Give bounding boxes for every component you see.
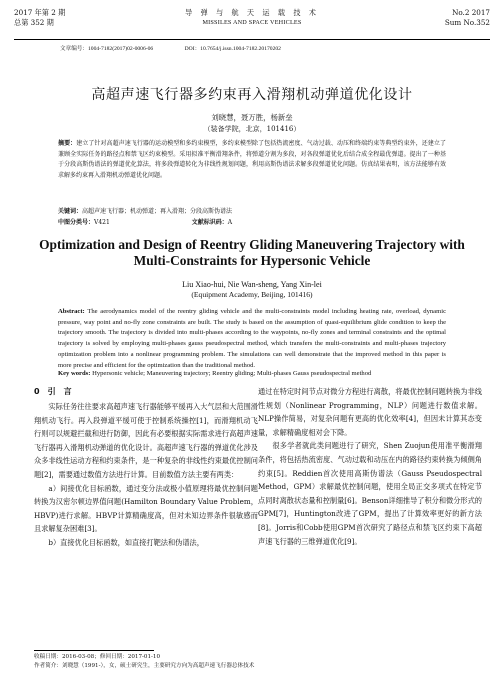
authors-cn: 刘晓慧，聂万胜，杨新垒: [211, 113, 293, 122]
body-list-item: a）间接优化目标函数，通过变分法或极小值原理将最优控制问题转换为汉密尔顿边界值问题(Hamilton Boundary Value Problem，HBVP)进行求解。HBVP计算精确度高，但对未知边界条件很敏感而且求解复杂困难[3]。: [34, 483, 258, 534]
keywords-label-en: Key words:: [58, 370, 91, 377]
article-number: 文章编号：1004-7182(2017)02-0006-06: [60, 46, 154, 52]
header-center: [14, 8, 490, 28]
document-code-label: 文献标识码：: [191, 219, 228, 226]
keywords-text-cn: 高超声速飞行器；机动弹道；再入滑翔；分段高斯伪谱法: [82, 208, 233, 215]
clc-label: 中图分类号：: [58, 219, 95, 226]
footnote-dates: 收稿日期：2016-03-08；修回日期：2017-01-10: [34, 654, 161, 660]
authors-en: Liu Xiao-hui, Nie Wan-sheng, Yang Xin-lei: [182, 280, 322, 289]
keywords-label-cn: 关键词：: [58, 208, 83, 215]
clc-value: V421: [94, 219, 110, 226]
abstract-cn: [58, 139, 446, 181]
journal-header: [14, 8, 490, 40]
document-code: [192, 219, 272, 226]
total-issue-number-en: Sum No.352: [444, 18, 490, 27]
abstract-text-en: The aerodynamics model of the reentry gliding vehicle and the multi-constraints model including heating rate, overload, dynamic pressure, way point and no-fly zone constraints are built. The study is based on the assumption of quasi-equilibrium glide condition to keep the trajectory smooth. The trajectory is divided into multi-phases according to the waypoints, no-fly zones and terminal constraints and the optimal trajectory is solved by employing multi-phases gauss pseudospectral method, which transfers the multi-constraints and multi-phases trajectory optimization problem into a nonlinear programming problem. The simulations can well demonstrate that the improved method in this paper is more precise and efficient for the optimization than the traditional method.: [58, 308, 446, 369]
total-issue-number: 总第 352 期: [14, 18, 54, 27]
affiliation-en: (Equipment Academy, Beijing, 101416): [191, 290, 313, 299]
keywords-en: [58, 369, 446, 379]
issue-number: 2017 年第 2 期: [14, 8, 66, 17]
body-paragraph: 实际任务往往要求高超声速飞行器能够平缓再入大气层和大范围滑翔机动飞行。再入段弹道平缓可使于控制系统操控[1]，而滑翔机动飞行则可以规避拦截和进行防御，因此有必要根据实际需求进行高超声速飞行器再入滑翔机动弹道的优化设计。高超声速飞行器的弹道优化涉及众多非线性运动方程和约束条件，是一种复杂的非线性约束最优控制问题[2]，需要通过数值方法进行计算。目前数值方法主要有两类：: [34, 402, 258, 479]
document-code-value: A: [227, 219, 233, 226]
abstract-text-cn: 建立了针对高超声速飞行器的运动模型和多约束模型，多约束模型除了包括热流密度、气动过载、动压和终端约束等典型约束外，还建立了兼顾全实际任务的路径点和禁飞区约束模型。采用拟准平衡滑翔条件，将弹道分割为多段，对各段弹道优化后结合成全程最优弹道。提出了一种基于分段高斯伪谱法的弹道优化算法，将多段弹道转化为非线性规划问题，利用高斯伪谱法求解多段弹道优化问题。仿真结果表明，该方法能够有效求解多约束再入滑翔机动弹道优化问题。: [58, 140, 446, 179]
paper-title-en-line1: Optimization and Design of Reentry Gliding Maneuvering Trajectory with: [39, 237, 465, 252]
abstract-label-en: Abstract:: [58, 308, 85, 315]
footnote-author: 作者简介：刘晓慧（1991-），女，硕士研究生，主要研究方向为高超声速飞行器总体技术: [34, 663, 255, 669]
body-paragraph: 很多学者就此类问题进行了研究，Shen Zuojun使用准平衡滑翔条件，将包括热流密度、气动过载和动压在内的路径约束转换为倾侧角约束[5]。Reddien首次使用高斯伪谱法（Gauss Pseudospectral Method，GPM）求解最优控制问题，使用全局正交多项式在特定节点同时离散状态量和控制量[6]。Benson详细推导了积分和微分形式的GPM[7]，Huntington改进了GPM，提出了计算效率更好的新方法[8]。Jorris和Cobb使用GPM首次研究了路径点和禁飞区约束下高超声速飞行器的三维弹道优化[9]。: [258, 441, 482, 546]
body-list-item: b）直接优化目标函数，如直接打靶法和伪谱法，: [48, 537, 204, 547]
header-right: [445, 8, 490, 28]
keywords-text-en: Hypersonic vehicle; Maneuvering trajectory; Reentry gliding; Multi-phases Gauss pseudospectral method: [92, 370, 372, 377]
issue-number-en: No.2 2017: [452, 8, 490, 17]
paper-title-cn: 高超声速飞行器多约束再入滑翔机动弹道优化设计: [91, 87, 413, 103]
article-meta: [60, 44, 311, 52]
keywords-cn: [58, 207, 446, 217]
paper-title-en-line2: Multi-Constraints for Hypersonic Vehicle: [133, 253, 371, 268]
body-paragraph: 通过在特定时间节点对微分方程进行离散，将最优控制问题转换为非线性规划（Nonlinear Programming，NLP）问题进行数值求解。NLP操作简易，对复杂问题有更高的优化效率[4]，但因未计算其态变量，求解精确度相对会下降。: [258, 387, 482, 437]
abstract-label-cn: 摘要：: [58, 140, 77, 147]
section-heading: 0 引 言: [34, 387, 72, 396]
journal-name-en: MISSILES AND SPACE VEHICLES: [202, 19, 302, 26]
doi: DOI：10.7654/j.issn.1004-7182.20170202: [184, 46, 281, 52]
paper-title-en: [0, 237, 504, 269]
classification-cn: [58, 218, 446, 228]
affiliation-cn: （装备学院，北京，101416）: [203, 125, 301, 133]
body-right-column: [258, 385, 482, 548]
journal-name-cn: 导 弹 与 航 天 运 载 技 术: [185, 8, 319, 17]
footnote-divider: [34, 650, 154, 651]
body-left-column: [34, 385, 258, 550]
abstract-en: [58, 307, 446, 371]
clc-number: [58, 219, 150, 226]
